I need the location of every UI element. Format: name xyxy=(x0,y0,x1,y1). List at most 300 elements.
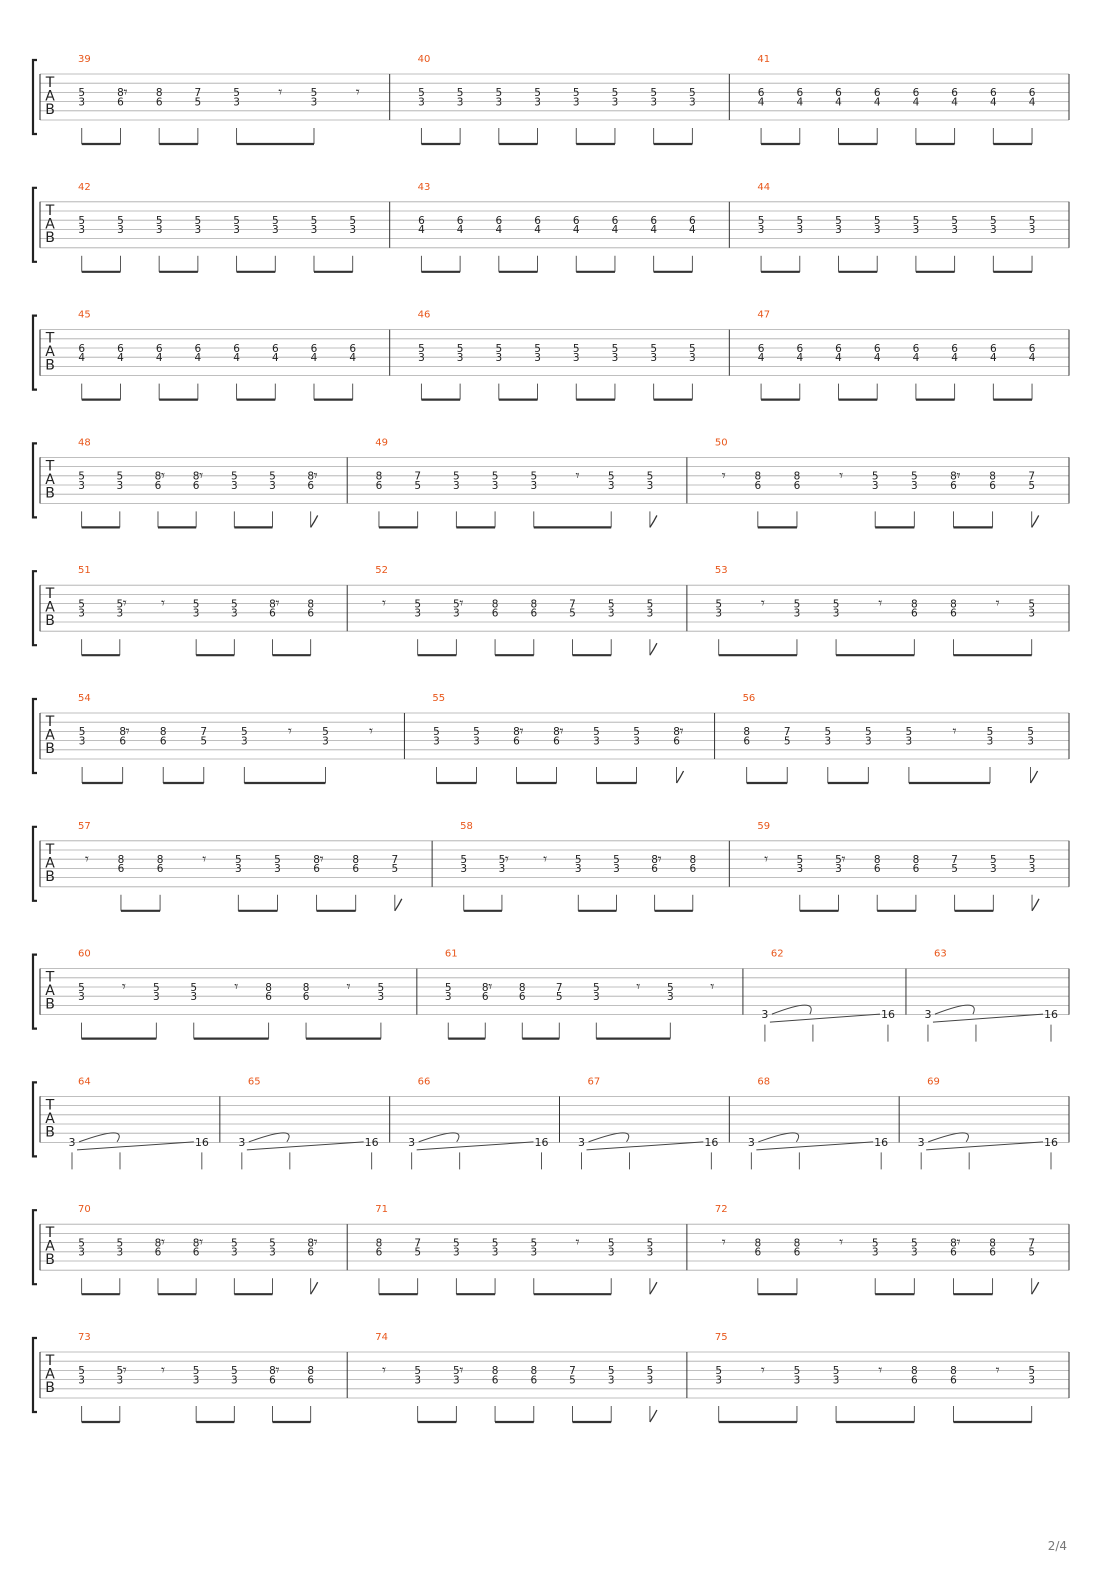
fret-number: 3 xyxy=(757,224,765,237)
fret-number: 5 xyxy=(271,215,279,227)
fret-number: 3 xyxy=(951,224,958,237)
measure-number: 41 xyxy=(757,54,771,65)
tab-clef-letter: B xyxy=(45,996,55,1013)
fret-number: 3 xyxy=(269,1246,276,1259)
fret-number: 6 xyxy=(117,342,124,355)
fret-number: 3 xyxy=(924,1008,932,1022)
tab-clef-letter: A xyxy=(45,471,55,488)
fret-number: 3 xyxy=(910,1246,918,1259)
rest-symbol: 𝄾 xyxy=(721,1233,726,1252)
fret-number: 8 xyxy=(155,87,163,100)
tab-clef-letter: A xyxy=(45,983,55,1000)
fret-number: 3 xyxy=(989,863,997,876)
note-flag xyxy=(650,1410,657,1422)
rest-symbol: 𝄾 xyxy=(878,1361,883,1379)
fret-number: 3 xyxy=(78,991,85,1003)
measure-number: 62 xyxy=(770,948,784,960)
note-flag xyxy=(311,1282,318,1294)
fret-number: 5 xyxy=(530,470,538,483)
measure-number: 68 xyxy=(757,1076,771,1088)
rest-symbol: 𝄾 xyxy=(123,83,128,101)
fret-number: 4 xyxy=(873,96,881,109)
fret-number: 5 xyxy=(569,607,576,620)
measure-number: 45 xyxy=(78,309,91,321)
fret-number: 8 xyxy=(518,981,526,994)
measure-number: 69 xyxy=(927,1076,940,1088)
rest-symbol: 𝄾 xyxy=(841,849,846,868)
fret-number: 3 xyxy=(611,96,619,109)
fret-number: 3 xyxy=(832,1374,840,1387)
fret-number: 3 xyxy=(418,352,425,364)
fret-number: 7 xyxy=(1028,470,1036,483)
fret-number: 4 xyxy=(835,96,842,109)
measure-number: 71 xyxy=(375,1204,388,1216)
fret-number: 6 xyxy=(793,479,801,492)
fret-number: 6 xyxy=(349,342,357,355)
fret-number: 5 xyxy=(456,342,464,355)
fret-number: 4 xyxy=(1028,96,1036,109)
tie-arc xyxy=(249,1133,289,1142)
fret-number: 5 xyxy=(78,87,86,100)
fret-number: 5 xyxy=(498,854,506,866)
rest-symbol: 𝄾 xyxy=(125,722,130,740)
fret-number: 5 xyxy=(414,598,422,611)
rest-symbol: 𝄾 xyxy=(760,594,765,613)
measure-number: 53 xyxy=(714,565,728,577)
fret-number: 5 xyxy=(230,1365,238,1378)
tab-clef-letter: T xyxy=(45,586,55,603)
tab-clef-letter: B xyxy=(45,229,55,246)
measure-number: 40 xyxy=(417,54,431,65)
fret-number: 8 xyxy=(912,854,920,866)
fret-number: 5 xyxy=(650,87,658,100)
tab-system xyxy=(33,693,1069,783)
fret-number: 5 xyxy=(234,854,242,866)
fret-number: 5 xyxy=(274,854,281,866)
fret-number: 4 xyxy=(534,224,541,237)
fret-number: 16 xyxy=(874,1135,889,1149)
fret-number: 8 xyxy=(950,1237,957,1250)
fret-number: 5 xyxy=(534,342,541,355)
fret-number: 3 xyxy=(453,607,460,620)
fret-number: 8 xyxy=(352,854,360,866)
tab-clef-letter: T xyxy=(45,1097,55,1114)
fret-number: 8 xyxy=(491,1365,499,1378)
fret-number: 3 xyxy=(233,96,240,109)
rest-symbol: 𝄾 xyxy=(234,977,239,996)
fret-number: 3 xyxy=(761,1008,769,1022)
fret-number: 5 xyxy=(574,854,582,866)
fret-number: 6 xyxy=(491,607,499,620)
fret-number: 3 xyxy=(240,735,248,748)
rest-symbol: 𝄾 xyxy=(122,594,127,613)
fret-number: 5 xyxy=(78,726,86,739)
rest-symbol: 𝄾 xyxy=(956,1233,961,1252)
fret-number: 5 xyxy=(715,598,723,611)
fret-number: 6 xyxy=(513,735,520,748)
measure-number: 66 xyxy=(417,1076,431,1088)
measure-number: 51 xyxy=(78,565,91,577)
fret-number: 6 xyxy=(553,735,560,748)
fret-number: 5 xyxy=(418,342,425,355)
fret-number: 8 xyxy=(269,598,276,611)
fret-number: 8 xyxy=(481,981,489,994)
fret-number: 3 xyxy=(233,224,240,237)
fret-number: 6 xyxy=(873,342,881,355)
measure-number: 54 xyxy=(78,693,91,704)
fret-number: 5 xyxy=(491,470,499,483)
rest-symbol: 𝄾 xyxy=(657,849,662,868)
fret-number: 3 xyxy=(574,863,582,876)
fret-number: 5 xyxy=(864,726,872,739)
slide-line xyxy=(933,1014,1043,1022)
fret-number: 6 xyxy=(793,1246,801,1259)
fret-number: 6 xyxy=(835,342,842,355)
slide-line xyxy=(926,1142,1043,1150)
fret-number: 5 xyxy=(592,981,600,994)
fret-number: 6 xyxy=(302,991,310,1003)
fret-number: 5 xyxy=(116,1237,124,1250)
slide-line xyxy=(77,1142,194,1150)
fret-number: 3 xyxy=(835,224,842,237)
fret-number: 5 xyxy=(646,470,654,483)
fret-number: 5 xyxy=(873,215,881,227)
fret-number: 3 xyxy=(607,1374,615,1387)
fret-number: 8 xyxy=(192,1237,200,1250)
measure-number: 46 xyxy=(417,309,431,321)
system-bracket xyxy=(33,1210,37,1284)
fret-number: 8 xyxy=(307,1365,315,1378)
fret-number: 6 xyxy=(796,87,804,100)
tab-system xyxy=(33,182,1069,272)
fret-number: 4 xyxy=(78,352,86,364)
fret-number: 6 xyxy=(873,87,881,100)
fret-number: 3 xyxy=(593,735,600,748)
fret-number: 4 xyxy=(418,224,425,237)
rest-symbol: 𝄾 xyxy=(459,1361,464,1379)
fret-number: 4 xyxy=(194,352,202,364)
fret-number: 5 xyxy=(910,1237,918,1250)
rest-symbol: 𝄾 xyxy=(275,594,280,613)
fret-number: 6 xyxy=(951,342,958,355)
fret-number: 3 xyxy=(414,1374,422,1387)
fret-number: 3 xyxy=(871,479,879,492)
tab-clef-letter: T xyxy=(45,1225,55,1242)
fret-number: 3 xyxy=(646,1246,654,1259)
fret-number: 3 xyxy=(873,224,881,237)
system-bracket xyxy=(33,955,37,1029)
fret-number: 3 xyxy=(78,96,86,109)
fret-number: 5 xyxy=(607,470,615,483)
rest-symbol: 𝄾 xyxy=(199,1233,204,1252)
rest-symbol: 𝄾 xyxy=(346,977,351,996)
system-bracket xyxy=(33,316,37,390)
fret-number: 6 xyxy=(491,1374,499,1387)
tab-clef-letter: B xyxy=(45,868,55,885)
fret-number: 3 xyxy=(116,1246,124,1259)
tab-clef-letter: A xyxy=(45,344,55,361)
fret-number: 8 xyxy=(950,598,957,611)
fret-number: 8 xyxy=(117,87,124,100)
fret-number: 5 xyxy=(78,981,85,994)
measure-number: 65 xyxy=(247,1076,261,1088)
fret-number: 8 xyxy=(117,854,125,866)
fret-number: 3 xyxy=(715,1374,723,1387)
fret-number: 8 xyxy=(307,1237,315,1250)
fret-number: 8 xyxy=(491,598,499,611)
fret-number: 5 xyxy=(835,215,842,227)
fret-number: 5 xyxy=(456,87,464,100)
tab-system xyxy=(33,949,1069,1042)
fret-number: 3 xyxy=(310,224,318,237)
fret-number: 5 xyxy=(192,1365,200,1378)
fret-number: 6 xyxy=(910,607,918,620)
fret-number: 3 xyxy=(230,1246,238,1259)
measure-number: 55 xyxy=(432,693,446,704)
fret-number: 4 xyxy=(951,352,958,364)
fret-number: 5 xyxy=(78,215,86,227)
fret-number: 5 xyxy=(116,470,124,483)
fret-number: 6 xyxy=(156,863,164,876)
fret-number: 3 xyxy=(912,224,920,237)
fret-number: 6 xyxy=(456,215,464,227)
fret-number: 5 xyxy=(194,215,202,227)
tab-clef-letter: B xyxy=(45,1124,55,1141)
tab-clef-letter: T xyxy=(45,458,55,475)
fret-number: 3 xyxy=(613,863,620,876)
tab-system xyxy=(33,1204,1069,1294)
fret-number: 3 xyxy=(666,991,674,1003)
fret-number: 3 xyxy=(230,607,238,620)
slide-line xyxy=(587,1142,704,1150)
fret-number: 5 xyxy=(530,1237,538,1250)
rest-symbol: 𝄾 xyxy=(355,83,360,101)
fret-number: 3 xyxy=(917,1135,925,1149)
fret-number: 4 xyxy=(572,224,580,237)
fret-number: 5 xyxy=(989,854,997,866)
fret-number: 5 xyxy=(986,726,994,739)
fret-number: 3 xyxy=(793,1374,801,1387)
fret-number: 3 xyxy=(414,607,422,620)
fret-number: 5 xyxy=(871,470,879,483)
rest-symbol: 𝄾 xyxy=(952,722,957,740)
rest-symbol: 𝄾 xyxy=(575,1233,580,1252)
fret-number: 5 xyxy=(233,215,240,227)
tab-system xyxy=(33,821,1069,911)
tab-clef-letter: B xyxy=(45,613,55,630)
fret-number: 5 xyxy=(912,215,920,227)
fret-number: 3 xyxy=(650,96,658,109)
measure-number: 47 xyxy=(757,309,771,321)
fret-number: 4 xyxy=(456,224,464,237)
fret-number: 3 xyxy=(646,607,654,620)
fret-number: 5 xyxy=(414,1365,422,1378)
fret-number: 5 xyxy=(951,215,958,227)
fret-number: 3 xyxy=(796,224,804,237)
fret-number: 3 xyxy=(871,1246,879,1259)
rest-symbol: 𝄾 xyxy=(956,466,961,485)
measure-number: 57 xyxy=(78,820,91,832)
fret-number: 5 xyxy=(611,342,619,355)
rest-symbol: 𝄾 xyxy=(121,977,126,996)
fret-number: 3 xyxy=(495,352,503,364)
fret-number: 8 xyxy=(375,470,383,483)
fret-number: 3 xyxy=(322,735,329,748)
fret-number: 4 xyxy=(989,352,997,364)
fret-number: 3 xyxy=(646,479,654,492)
fret-number: 5 xyxy=(240,726,248,739)
rest-symbol: 𝄾 xyxy=(839,466,844,485)
fret-number: 5 xyxy=(796,215,804,227)
fret-number: 3 xyxy=(910,479,918,492)
tie-arc xyxy=(79,1133,119,1142)
fret-number: 8 xyxy=(950,470,957,483)
fret-number: 5 xyxy=(269,1237,276,1250)
fret-number: 8 xyxy=(754,1237,762,1250)
fret-number: 6 xyxy=(154,1246,162,1259)
fret-number: 6 xyxy=(194,342,202,355)
fret-number: 5 xyxy=(572,342,580,355)
fret-number: 3 xyxy=(530,479,538,492)
fret-number: 3 xyxy=(491,1246,499,1259)
fret-number: 3 xyxy=(453,479,460,492)
fret-number: 5 xyxy=(793,1365,801,1378)
fret-number: 5 xyxy=(534,87,541,100)
fret-number: 6 xyxy=(951,87,958,100)
fret-number: 3 xyxy=(905,735,913,748)
measure-number: 67 xyxy=(587,1076,601,1088)
note-flag xyxy=(650,643,657,655)
fret-number: 5 xyxy=(322,726,329,739)
fret-number: 3 xyxy=(534,352,541,364)
fret-number: 3 xyxy=(1028,224,1036,237)
fret-number: 3 xyxy=(78,224,86,237)
rest-symbol: 𝄾 xyxy=(319,849,324,868)
tab-clef-letter: A xyxy=(45,1110,55,1127)
fret-number: 6 xyxy=(754,479,762,492)
rest-symbol: 𝄾 xyxy=(760,1361,765,1379)
fret-number: 4 xyxy=(310,352,318,364)
fret-number: 6 xyxy=(375,1246,383,1259)
tab-clef-letter: A xyxy=(45,727,55,744)
fret-number: 5 xyxy=(1028,215,1036,227)
fret-number: 5 xyxy=(1027,726,1034,739)
fret-number: 6 xyxy=(1028,342,1036,355)
fret-number: 5 xyxy=(646,1365,654,1378)
fret-number: 3 xyxy=(491,479,499,492)
fret-number: 5 xyxy=(349,215,357,227)
measure-number: 58 xyxy=(460,820,473,832)
fret-number: 3 xyxy=(495,96,503,109)
fret-number: 5 xyxy=(453,1365,460,1378)
fret-number: 3 xyxy=(78,479,85,492)
system-bracket xyxy=(33,443,37,517)
fret-number: 4 xyxy=(989,96,997,109)
fret-number: 6 xyxy=(307,1246,315,1259)
fret-number: 5 xyxy=(689,342,696,355)
rest-symbol: 𝄾 xyxy=(160,1233,165,1252)
measure-number: 52 xyxy=(375,565,388,577)
fret-number: 5 xyxy=(473,726,480,739)
fret-number: 3 xyxy=(68,1135,76,1149)
fret-number: 3 xyxy=(269,479,276,492)
fret-number: 8 xyxy=(673,726,680,739)
fret-number: 5 xyxy=(757,215,765,227)
fret-number: 6 xyxy=(233,342,240,355)
rest-symbol: 𝄾 xyxy=(995,1361,1000,1379)
fret-number: 16 xyxy=(1044,1135,1058,1149)
fret-number: 8 xyxy=(530,1365,538,1378)
fret-number: 3 xyxy=(864,735,872,748)
fret-number: 5 xyxy=(453,1237,460,1250)
fret-number: 4 xyxy=(796,96,804,109)
fret-number: 6 xyxy=(611,215,619,227)
fret-number: 5 xyxy=(951,863,958,876)
measure-number: 59 xyxy=(757,820,771,832)
fret-number: 3 xyxy=(192,1374,200,1387)
fret-number: 3 xyxy=(607,1246,615,1259)
fret-number: 3 xyxy=(530,1246,538,1259)
fret-number: 3 xyxy=(116,479,124,492)
note-flag xyxy=(311,515,318,527)
rest-symbol: 𝄾 xyxy=(381,594,386,613)
fret-number: 8 xyxy=(743,726,751,739)
fret-number: 5 xyxy=(460,854,468,866)
fret-number: 3 xyxy=(1027,735,1034,748)
measure-number: 64 xyxy=(78,1076,91,1088)
fret-number: 3 xyxy=(473,735,480,748)
rest-symbol: 𝄾 xyxy=(381,1361,386,1379)
tie-arc xyxy=(935,1005,974,1014)
fret-number: 4 xyxy=(912,352,920,364)
fret-number: 5 xyxy=(910,470,918,483)
rest-symbol: 𝄾 xyxy=(275,1361,280,1379)
note-flag xyxy=(1032,899,1039,911)
fret-number: 8 xyxy=(307,470,315,483)
fret-number: 4 xyxy=(757,352,765,364)
rest-symbol: 𝄾 xyxy=(839,1233,844,1252)
fret-number: 8 xyxy=(530,598,538,611)
fret-number: 5 xyxy=(230,1237,238,1250)
rest-symbol: 𝄾 xyxy=(636,977,641,996)
fret-number: 4 xyxy=(650,224,658,237)
fret-number: 6 xyxy=(518,991,526,1003)
fret-number: 4 xyxy=(912,96,920,109)
fret-number: 6 xyxy=(117,96,124,109)
measure-number: 73 xyxy=(78,1332,91,1343)
fret-number: 6 xyxy=(689,215,696,227)
fret-number: 6 xyxy=(375,479,383,492)
measure-number: 42 xyxy=(78,181,91,193)
slide-line xyxy=(756,1142,873,1150)
fret-number: 6 xyxy=(796,342,804,355)
fret-number: 8 xyxy=(689,854,697,866)
fret-number: 8 xyxy=(302,981,310,994)
fret-number: 6 xyxy=(117,863,125,876)
rest-symbol: 𝄾 xyxy=(710,977,715,996)
measure-number: 60 xyxy=(78,948,91,960)
rest-symbol: 𝄾 xyxy=(488,977,493,996)
fret-number: 5 xyxy=(646,1237,654,1250)
rest-symbol: 𝄾 xyxy=(84,849,89,868)
fret-number: 6 xyxy=(155,96,163,109)
fret-number: 3 xyxy=(349,224,357,237)
fret-number: 6 xyxy=(673,735,680,748)
fret-number: 3 xyxy=(835,863,842,876)
fret-number: 7 xyxy=(555,981,563,994)
fret-number: 6 xyxy=(534,215,541,227)
tab-clef-letter: T xyxy=(45,202,55,219)
